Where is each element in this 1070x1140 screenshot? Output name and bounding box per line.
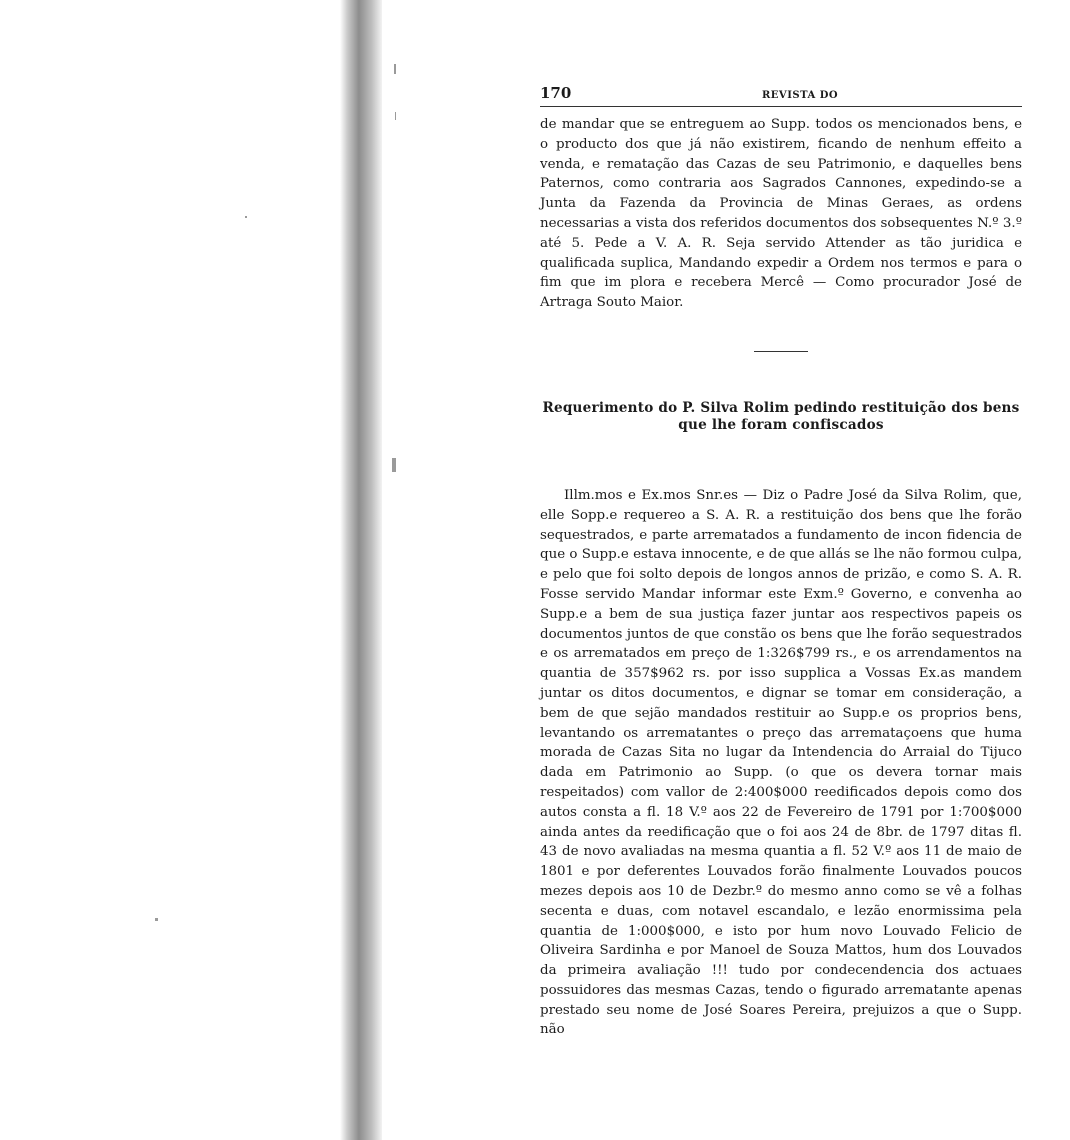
continuation-paragraph: de mandar que se entreguem ao Supp. todos os mencionados bens, e o producto dos que já não existirem, ficando de nenhum effeito a venda, e rematação das Cazas de seu Patrimonio, e daquelles bens Paternos, como contraria aos Sagrados Cannones, expedindo-se a Junta da Fazenda da Provincia de Minas Geraes, as ordens necessarias a vista dos referidos documentos dos sobsequentes N.º 3.º até 5. Pede a V. A. R. Seja servido Attender as tão juridica e qualificada suplica, Mandando expedir a Ordem nos termos e para o fim que im plora e recebera Mercê — Como procurador José de Artraga Souto Maior. xyxy=(540,117,1022,311)
scan-speck xyxy=(245,216,247,218)
scan-speck xyxy=(155,918,158,921)
journal-title: REVISTA DO xyxy=(762,90,839,101)
section-title: Requerimento do P. Silva Rolim pedindo restituição dos bens que lhe foram confiscados xyxy=(542,399,1020,433)
page-gutter-shadow xyxy=(340,0,382,1140)
section-divider xyxy=(754,351,808,352)
petition-paragraph: Illm.mos e Ex.mos Snr.es — Diz o Padre José da Silva Rolim, que, elle Sopp.e requereo a S. A. R. a restituição dos bens que lhe forão sequestrados, e parte arrematados a fundamento de incon fidencia de que o Supp.e estava innocente, e de que allás se lhe não formou culpa, e pelo que foi solto depois de longos annos de prizão, e como S. A. R. Fosse servido Mandar informar este Exm.º Governo, e convenha ao Supp.e a bem de sua justiça fazer juntar aos respectivos papeis os documentos juntos de que constão os bens que lhe forão sequestrados e os arrematados em preço de 1:326$799 rs., e os arrendamentos na quantia de 357$962 rs. por isso supplica a Vossas Ex.as mandem juntar os ditos documentos, e dignar se tomar em consideração, a bem de que sejão mandados restituir ao Supp.e os proprios bens, levantando os arrematantes o preço das arremataçoens que huma morada de Cazas Sita no lugar da Intendencia do Arraial do Tijuco dada em Patrimonio ao Supp. (o que os devera tornar mais respeitados) com vallor de 2:400$000 reedificados depois como dos autos consta a fl. 18 V.º aos 22 de Fevereiro de 1791 por 1:700$000 ainda antes da reedificação que o foi aos 24 de 8br. de 1797 ditas fl. 43 de novo avaliadas na mesma quantia a fl. 52 V.º aos 11 de maio de 1801 e por deferentes Louvados forão finalmente Louvados poucos mezes depois aos 10 de Dezbr.º do mesmo anno como se vê a folhas secenta e duas, com notavel escandalo, e lezão enormissima pela quantia de 1:000$000, e isto por hum novo Louvado Felicio de Oliveira Sardinha e por Manoel de Souza Mattos, hum dos Louvados da primeira avaliação !!! tudo por condecendencia dos actuaes possuidores das mesmas Cazas, tendo o figurado arrematante apenas prestado seu nome de José Soares Pereira, prejuizos a que o Supp. não xyxy=(540,487,1022,1038)
scan-speck xyxy=(392,458,396,472)
running-head xyxy=(540,82,1022,107)
page-number: 170 xyxy=(540,84,572,102)
book-page xyxy=(540,82,1022,1040)
scan-speck xyxy=(395,112,396,120)
scan-speck xyxy=(394,64,396,74)
